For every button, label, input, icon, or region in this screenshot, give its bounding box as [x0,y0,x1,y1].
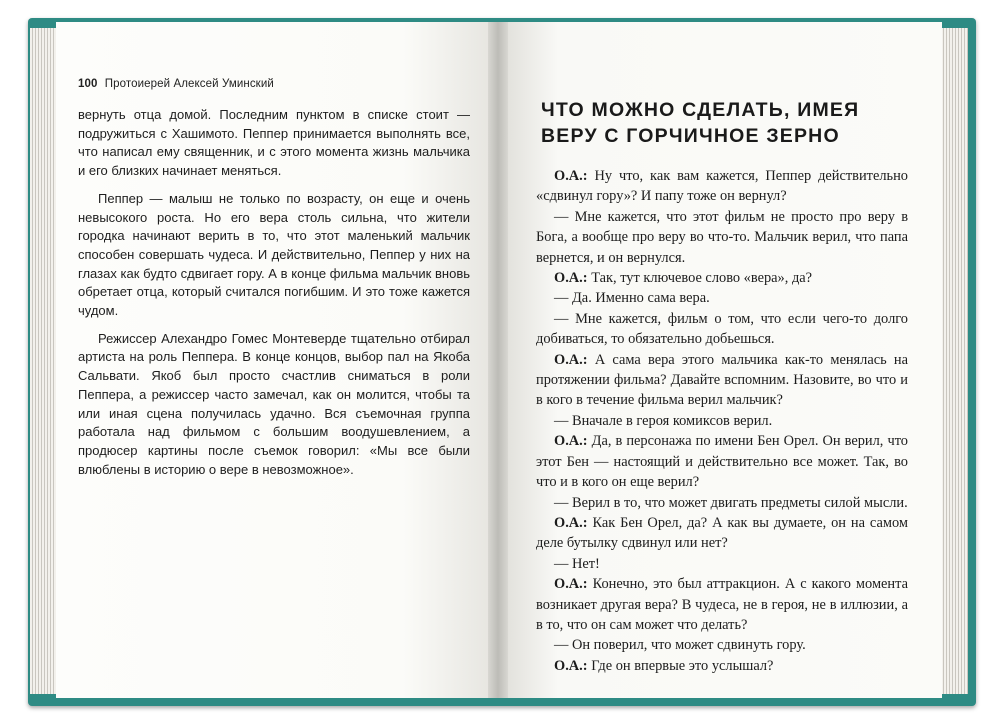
dialogue-text: — Нет! [554,555,600,572]
dialogue-line [536,309,908,350]
dialogue-line [536,656,908,676]
paragraph: Режиссер Алехандро Гомес Монтеверде тщательно отбирал артиста на роль Пеппера. В конце концов, выбор пал на Якоба Сальвати. Якоб был просто счастлив сниматься в роли Пеппера, а режиссер часто замечал, как он молится, чтобы та или иная сцена получилась удачно. Вся съемочная группа работала над фильмом с большим воодушевлением, а продюсер картины после съемок говорил: «Мы все были влюблены в историю о вере в невозможное». [78,330,470,477]
dialogue-line [536,166,908,207]
dialogue-line [536,411,908,431]
speaker-label: О.А.: [554,514,588,531]
speaker-label: О.А.: [554,576,588,593]
speaker-label: О.А.: [554,351,588,368]
dialogue-line [536,350,908,411]
paragraph: вернуть отца домой. Последним пунктом в списке стоит — подружиться с Хашимото. Пеппер принимается выполнять все, что написал ему священник, и с этого момента жизнь мальчика и его близких начинает меняться. [78,107,470,179]
dialogue-text: Да, в персонажа по имени Бен Орел. Он верил, что этот Бен — настоящий и действительно все может. Так, во что и в кого он еще верил? [536,433,908,491]
dialogue-text: — Он поверил, что может сдвинуть гору. [554,637,806,654]
dialogue-text: А сама вера этого мальчика как-то менялась на протяжении фильма? Давайте вспомним. Назовите, во что и в кого в течение фильма верил мальчик? [536,351,908,409]
dialogue-line [536,554,908,574]
chapter-title: ЧТО МОЖНО СДЕЛАТЬ, ИМЕЯ ВЕРУ С ГОРЧИЧНОЕ ЗЕРНО [541,99,860,147]
dialogue-text: — Мне кажется, что этот фильм не просто про веру в Бога, а вообще про веру во что-то. Мальчик верил, что папа вернется, и он вернулся. [536,208,908,266]
page-edges-right [938,28,968,694]
dialogue-text: — Мне кажется, фильм о том, что если чего-то долго добиваться, то обязательно добьешься. [536,310,908,348]
dialogue-line [536,207,908,268]
dialogue-line [536,635,908,655]
dialogue-text: — Верил в то, что может двигать предметы силой мысли. [554,494,908,511]
dialogue-line [536,268,908,288]
dialogue-text: — Да. Именно сама вера. [554,290,710,307]
speaker-label: О.А.: [554,657,588,674]
speaker-label: О.А.: [554,270,588,287]
dialogue-line [536,493,908,513]
dialogue-text: Так, тут ключевое слово «вера», да? [591,270,813,287]
page-number: 100 [78,78,98,90]
dialogue-text: — Вначале в героя комиксов верил. [554,412,773,429]
running-head [78,78,274,90]
dialogue-line [536,288,908,308]
dialogue-text: Как Бен Орел, да? А как вы думаете, он на самом деле бутылку сдвинул или нет? [536,514,908,552]
dialogue-line [536,513,908,554]
speaker-label: О.А.: [554,168,588,184]
dialogue-body [536,166,908,676]
dialogue-text: Конечно, это был аттракцион. А с какого момента возникает другая вера? В чудеса, не в героя, не в иллюзии, а в то, что он сам может что делать? [536,576,908,633]
dialogue-line [536,574,908,635]
speaker-label: О.А.: [554,433,588,450]
dialogue-text: Где он впервые это услышал? [591,657,774,674]
left-page-body [78,106,470,479]
dialogue-line [536,431,908,492]
running-head-title: Протоиерей Алексей Уминский [104,78,274,90]
paragraph: Пеппер — малыш не только по возрасту, он еще и очень невысокого роста. Но его вера столь сильна, что жители городка начинают верить в то, что этот маленький мальчик способен совершать чудеса. И действительно, Пеппер у них на глазах как будто сдвигает гору. А в конце фильма мальчик вновь обретает отца, который считался погибшим. И это тоже кажется чудом. [78,190,470,319]
book-gutter [488,22,508,698]
dialogue-text: Ну что, как вам кажется, Пеппер действительно «сдвинул гору»? И папу тоже он вернул? [536,168,908,205]
